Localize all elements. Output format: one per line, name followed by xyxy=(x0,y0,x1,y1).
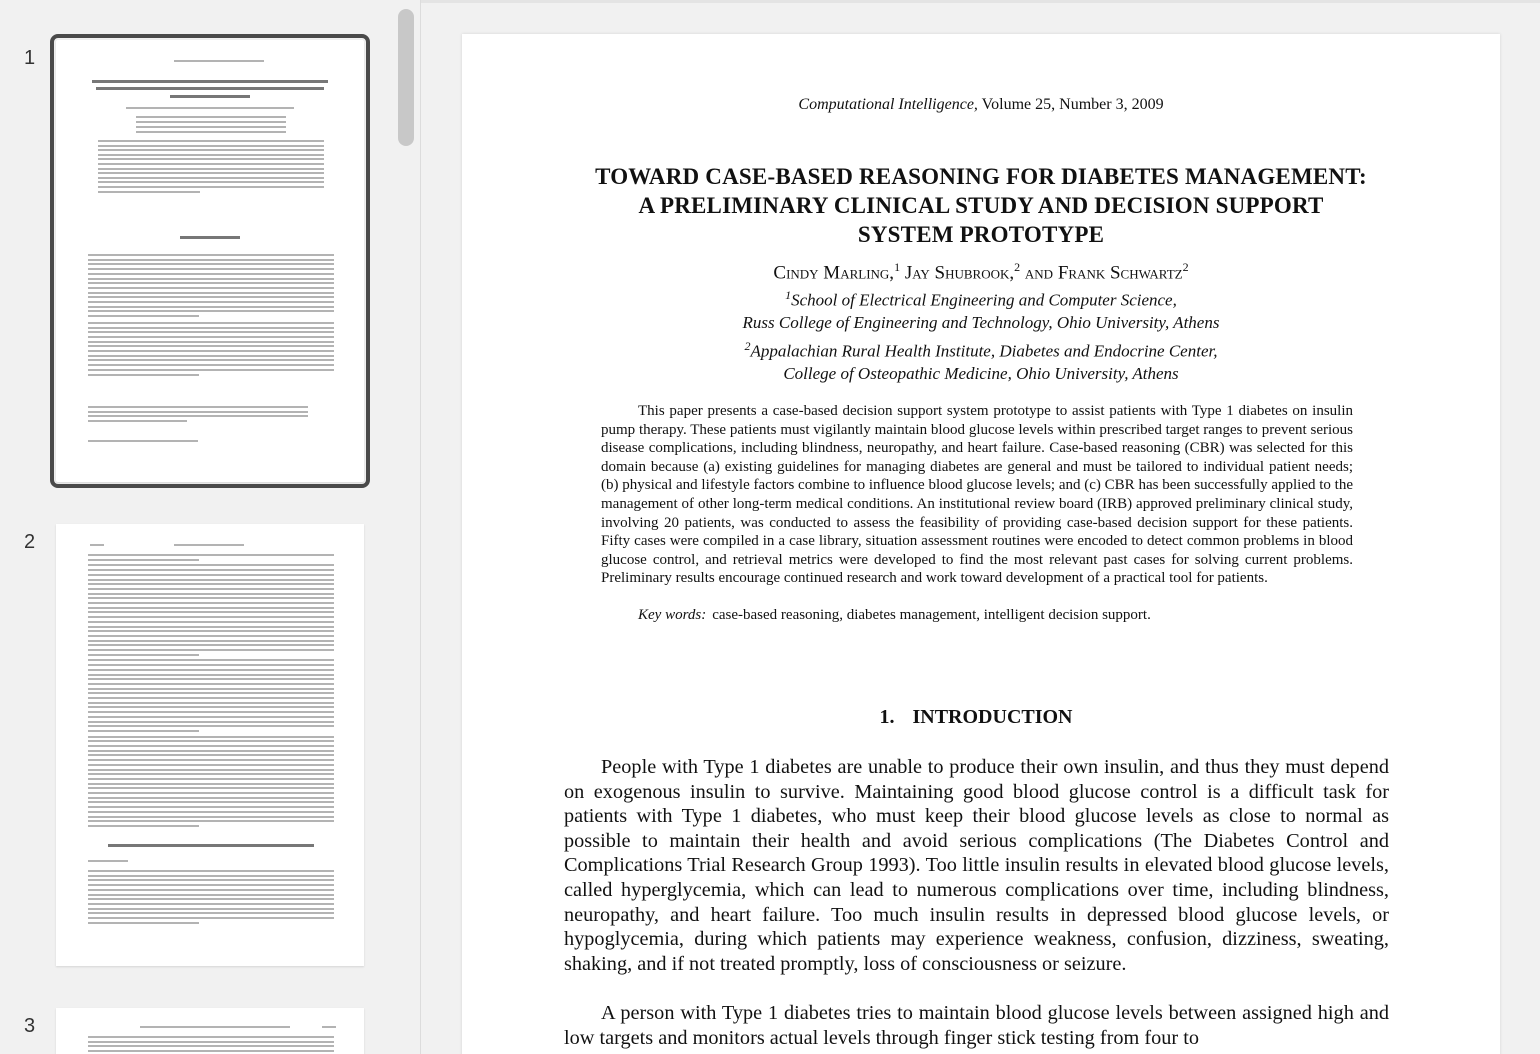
thumbnail-text-line xyxy=(88,559,199,561)
page-thumbnail-1[interactable] xyxy=(56,40,364,482)
journal-volume: Volume 25, Number 3, 2009 xyxy=(981,96,1164,113)
thumbnail-text-line xyxy=(88,359,334,361)
thumbnail-text-line xyxy=(88,1045,334,1047)
journal-name: Computational Intelligence, xyxy=(798,96,978,113)
thumbnail-text-line xyxy=(88,778,334,780)
author-3: Frank Schwartz xyxy=(1057,262,1183,284)
thumbnail-text-line xyxy=(88,654,199,656)
thumbnail-text-line xyxy=(98,154,324,156)
thumbnail-text-line xyxy=(88,697,334,699)
thumbnail-text-line xyxy=(88,716,334,718)
thumbnail-text-line xyxy=(88,711,334,713)
thumbnail-text-line xyxy=(90,544,104,546)
thumbnail-text-line xyxy=(88,783,334,785)
thumbnail-text-line xyxy=(88,564,334,566)
thumbnail-text-line xyxy=(88,773,334,775)
thumbnail-text-line xyxy=(98,172,324,174)
thumbnail-text-line xyxy=(88,764,334,766)
thumbnail-text-line xyxy=(88,875,334,877)
thumbnail-text-line xyxy=(88,1041,334,1043)
section-heading xyxy=(462,706,1490,729)
thumbnail-text-line xyxy=(88,630,334,632)
thumbnail-text-line xyxy=(88,310,334,312)
affiliation-line-4: College of Osteopathic Medicine, Ohio University, Athens xyxy=(783,363,1179,383)
thumbnail-text-line xyxy=(88,721,334,723)
thumbnail-text-line xyxy=(88,278,334,280)
thumbnail-text-line xyxy=(88,315,199,317)
affiliation-marker-2: 2 xyxy=(744,338,751,353)
thumbnail-text-line xyxy=(88,1050,334,1052)
thumbnail-text-line xyxy=(88,870,334,872)
thumbnail-text-line xyxy=(88,644,334,646)
intro-paragraph-1: People with Type 1 diabetes are unable to produce their own insulin, and thus they must depend on exogenous insulin to survive. Maintaining good blood glucose control is a difficult task for patients with Type 1 diabetes, who must keep their blood glucose levels as close to normal as possible to maintain their health and avoid serious complications (The Diabetes Control and Complications Trial Research Group 1993). Too little insulin results in elevated blood glucose levels, called hyperglycemia, which can lead to numerous complications over time, including blindness, neuropathy, and heart failure. Too much insulin results in depressed blood glucose levels, or hypoglycemia, during which patients may experience weakness, confusion, dizziness, sweating, shaking, and if not treated promptly, loss of consciousness or seizure. xyxy=(564,756,1389,975)
thumbnail-text-line xyxy=(88,415,308,417)
thumbnail-text-line xyxy=(88,635,334,637)
thumbnail-text-line xyxy=(88,820,334,822)
thumbnail-text-line xyxy=(88,301,334,303)
thumbnail-text-line xyxy=(88,626,334,628)
thumbnail-text-line xyxy=(88,327,334,329)
thumbnail-text-line xyxy=(98,186,324,188)
document-page xyxy=(462,34,1500,1054)
thumbnail-heading-line xyxy=(92,80,328,83)
author-list xyxy=(462,260,1500,284)
journal-header xyxy=(462,96,1500,114)
thumbnail-text-line xyxy=(88,593,334,595)
thumbnail-text-line xyxy=(88,263,334,265)
page-thumbnail-3[interactable] xyxy=(56,1008,364,1054)
author-2-affiliation: 2 xyxy=(1014,260,1021,274)
thumbnail-text-line xyxy=(88,569,334,571)
thumbnail-text-line xyxy=(98,163,324,165)
thumbnail-text-line xyxy=(88,894,334,896)
thumbnail-number-1: 1 xyxy=(24,47,36,69)
thumbnail-text-line xyxy=(88,754,334,756)
thumbnail-text-line xyxy=(174,60,264,62)
thumbnail-text-line xyxy=(88,659,334,661)
title-line-2: A PRELIMINARY CLINICAL STUDY AND DECISION SUPPORT xyxy=(638,193,1324,218)
thumbnail-text-line xyxy=(88,292,334,294)
thumbnail-text-line xyxy=(88,825,199,827)
thumbnail-text-line xyxy=(88,364,334,366)
thumbnail-text-line xyxy=(98,181,324,183)
author-2: Jay Shubrook, xyxy=(904,262,1015,284)
thumbnail-text-line xyxy=(88,602,334,604)
title-line-1: TOWARD CASE-BASED REASONING FOR DIABETES MANAGEMENT: xyxy=(595,164,1367,189)
thumbnail-text-line xyxy=(140,1026,290,1028)
thumbnail-text-line xyxy=(88,583,334,585)
thumbnail-heading-line xyxy=(108,844,314,847)
thumbnail-text-line xyxy=(88,769,334,771)
thumbnail-text-line xyxy=(88,259,334,261)
thumbnail-text-line xyxy=(98,149,324,151)
thumbnail-text-line xyxy=(88,616,334,618)
thumbnail-text-line xyxy=(88,912,334,914)
thumbnail-text-line xyxy=(88,917,334,919)
thumbnail-text-line xyxy=(88,331,334,333)
thumbnail-text-line xyxy=(88,683,334,685)
thumbnail-text-line xyxy=(88,688,334,690)
section-number: 1. xyxy=(879,706,895,728)
thumbnail-text-line xyxy=(88,879,334,881)
thumbnail-text-line xyxy=(98,145,324,147)
thumbnail-heading-line xyxy=(180,236,240,239)
thumbnail-text-line xyxy=(88,355,334,357)
thumbnail-text-line xyxy=(88,345,334,347)
sidebar-scrollbar-thumb[interactable] xyxy=(398,9,414,146)
thumbnail-text-line xyxy=(136,121,286,123)
thumbnail-text-line xyxy=(88,649,334,651)
thumbnail-text-line xyxy=(88,664,334,666)
thumbnail-text-line xyxy=(88,692,334,694)
thumbnail-text-line xyxy=(88,420,187,422)
author-conjunction: and xyxy=(1024,262,1054,284)
thumbnail-sidebar xyxy=(0,0,392,1054)
section-title: INTRODUCTION xyxy=(912,706,1073,728)
thumbnail-text-line xyxy=(88,268,334,270)
thumbnail-text-line xyxy=(88,706,334,708)
thumbnail-text-line xyxy=(88,341,334,343)
thumbnail-text-line xyxy=(88,745,334,747)
thumbnail-text-line xyxy=(88,792,334,794)
thumbnail-text-line xyxy=(88,369,334,371)
thumbnail-text-line xyxy=(88,816,334,818)
thumbnail-text-line xyxy=(88,607,334,609)
thumbnail-text-line xyxy=(88,884,334,886)
thumbnail-text-line xyxy=(88,806,334,808)
intro-paragraph-2: A person with Type 1 diabetes tries to maintain blood glucose levels between assigned high and low targets and monitors actual levels through finger stick testing from four to xyxy=(564,1002,1389,1049)
document-viewer[interactable] xyxy=(421,0,1540,1054)
page-thumbnail-2[interactable] xyxy=(56,524,364,966)
thumbnail-text-line xyxy=(88,860,128,862)
thumbnail-number-3: 3 xyxy=(24,1015,36,1037)
thumbnail-text-line xyxy=(88,678,334,680)
thumbnail-text-line xyxy=(88,702,334,704)
thumbnail-text-line xyxy=(136,116,286,118)
thumbnail-text-line xyxy=(88,787,334,789)
thumbnail-text-line xyxy=(174,544,244,546)
thumbnail-text-line xyxy=(88,296,334,298)
thumbnail-text-line xyxy=(88,640,334,642)
thumbnail-text-line xyxy=(88,322,334,324)
thumbnail-text-line xyxy=(136,126,286,128)
thumbnail-text-line xyxy=(88,282,334,284)
thumbnail-text-line xyxy=(88,725,334,727)
author-3-affiliation: 2 xyxy=(1182,260,1189,274)
thumbnail-text-line xyxy=(88,287,334,289)
thumbnail-text-line xyxy=(88,574,334,576)
thumbnail-text-line xyxy=(88,440,198,442)
thumbnail-heading-line xyxy=(170,95,250,98)
thumbnail-text-line xyxy=(88,801,334,803)
thumbnail-text-line xyxy=(88,579,334,581)
affiliation-line-1: $^1$School of Electrical Engineering and Computer Science, xyxy=(785,288,1177,310)
thumbnail-text-line xyxy=(88,903,334,905)
affiliations xyxy=(462,284,1500,385)
thumbnail-text-line xyxy=(88,254,334,256)
thumbnail-text-line xyxy=(88,898,334,900)
thumbnail-heading-line xyxy=(96,87,324,90)
thumbnail-text-line xyxy=(88,554,334,556)
author-1: Cindy Marling, xyxy=(773,262,895,284)
abstract: This paper presents a case-based decision support system prototype to assist patients with Type 1 diabetes on insulin pump therapy. These patients must vigilantly maintain blood glucose levels within prescribed target ranges to prevent serious disease complications, including blindness, neuropathy, and heart failure. Case-based reasoning (CBR) was selected for this domain because (a) existing guidelines for managing diabetes are general and must be tailored to individual patient needs; (b) physical and lifestyle factors combine to influence blood glucose levels; and (c) CBR has been successfully applied to the management of other long-term medical conditions. An institutional review board (IRB) approved preliminary clinical study, involving 20 patients, was conducted to assess the feasibility of providing case-based decision support for these patients. Fifty cases were compiled in a case library, situation assessment routines were encoded to detect common problems in blood glucose control, and retrieval metrics were developed to find the most relevant past cases for solving current problems. Preliminary results encourage continued research and work toward development of a practical tool for patients. xyxy=(601,403,1353,587)
paper-title xyxy=(522,162,1440,249)
keywords xyxy=(638,607,1358,624)
thumbnail-text-line xyxy=(88,889,334,891)
affiliation-line-3: $^2$Appalachian Rural Health Institute, Diabetes and Endocrine Center, xyxy=(744,338,1218,361)
keywords-text: case-based reasoning, diabetes management, intelligent decision support. xyxy=(712,607,1151,623)
thumbnail-text-line xyxy=(98,177,324,179)
thumbnail-text-line xyxy=(88,374,199,376)
thumbnail-text-line xyxy=(88,811,334,813)
keywords-label: Key words: xyxy=(638,607,707,623)
thumbnail-number-2: 2 xyxy=(24,531,36,553)
thumbnail-text-line xyxy=(88,336,334,338)
thumbnail-text-line xyxy=(322,1026,336,1028)
thumbnail-text-line xyxy=(88,908,334,910)
thumbnail-text-line xyxy=(88,406,308,408)
thumbnail-text-line xyxy=(88,674,334,676)
title-line-3: SYSTEM PROTOTYPE xyxy=(857,222,1105,247)
sidebar-scrollbar-track[interactable] xyxy=(392,0,421,1054)
thumbnail-text-line xyxy=(88,621,334,623)
thumbnail-text-line xyxy=(88,669,334,671)
thumbnail-text-line xyxy=(88,306,334,308)
thumbnail-text-line xyxy=(88,588,334,590)
thumbnail-text-line xyxy=(88,797,334,799)
author-1-affiliation: 1 xyxy=(894,260,901,274)
thumbnail-text-line xyxy=(88,350,334,352)
thumbnail-text-line xyxy=(88,730,199,732)
thumbnail-text-line xyxy=(88,750,334,752)
thumbnail-text-line xyxy=(136,131,286,133)
thumbnail-text-line xyxy=(88,411,308,413)
thumbnail-text-line xyxy=(88,759,334,761)
thumbnail-text-line xyxy=(126,107,294,109)
affiliation-marker-1: 1 xyxy=(785,288,792,302)
affiliation-line-2: Russ College of Engineering and Technology, Ohio University, Athens xyxy=(742,313,1220,333)
thumbnail-text-line xyxy=(88,1036,334,1038)
thumbnail-text-line xyxy=(98,168,324,170)
thumbnail-text-line xyxy=(88,273,334,275)
thumbnail-text-line xyxy=(98,158,324,160)
thumbnail-text-line xyxy=(98,191,200,193)
thumbnail-text-line xyxy=(88,922,199,924)
thumbnail-text-line xyxy=(88,736,334,738)
thumbnail-text-line xyxy=(88,597,334,599)
thumbnail-text-line xyxy=(88,740,334,742)
thumbnail-text-line xyxy=(98,140,324,142)
thumbnail-text-line xyxy=(88,611,334,613)
